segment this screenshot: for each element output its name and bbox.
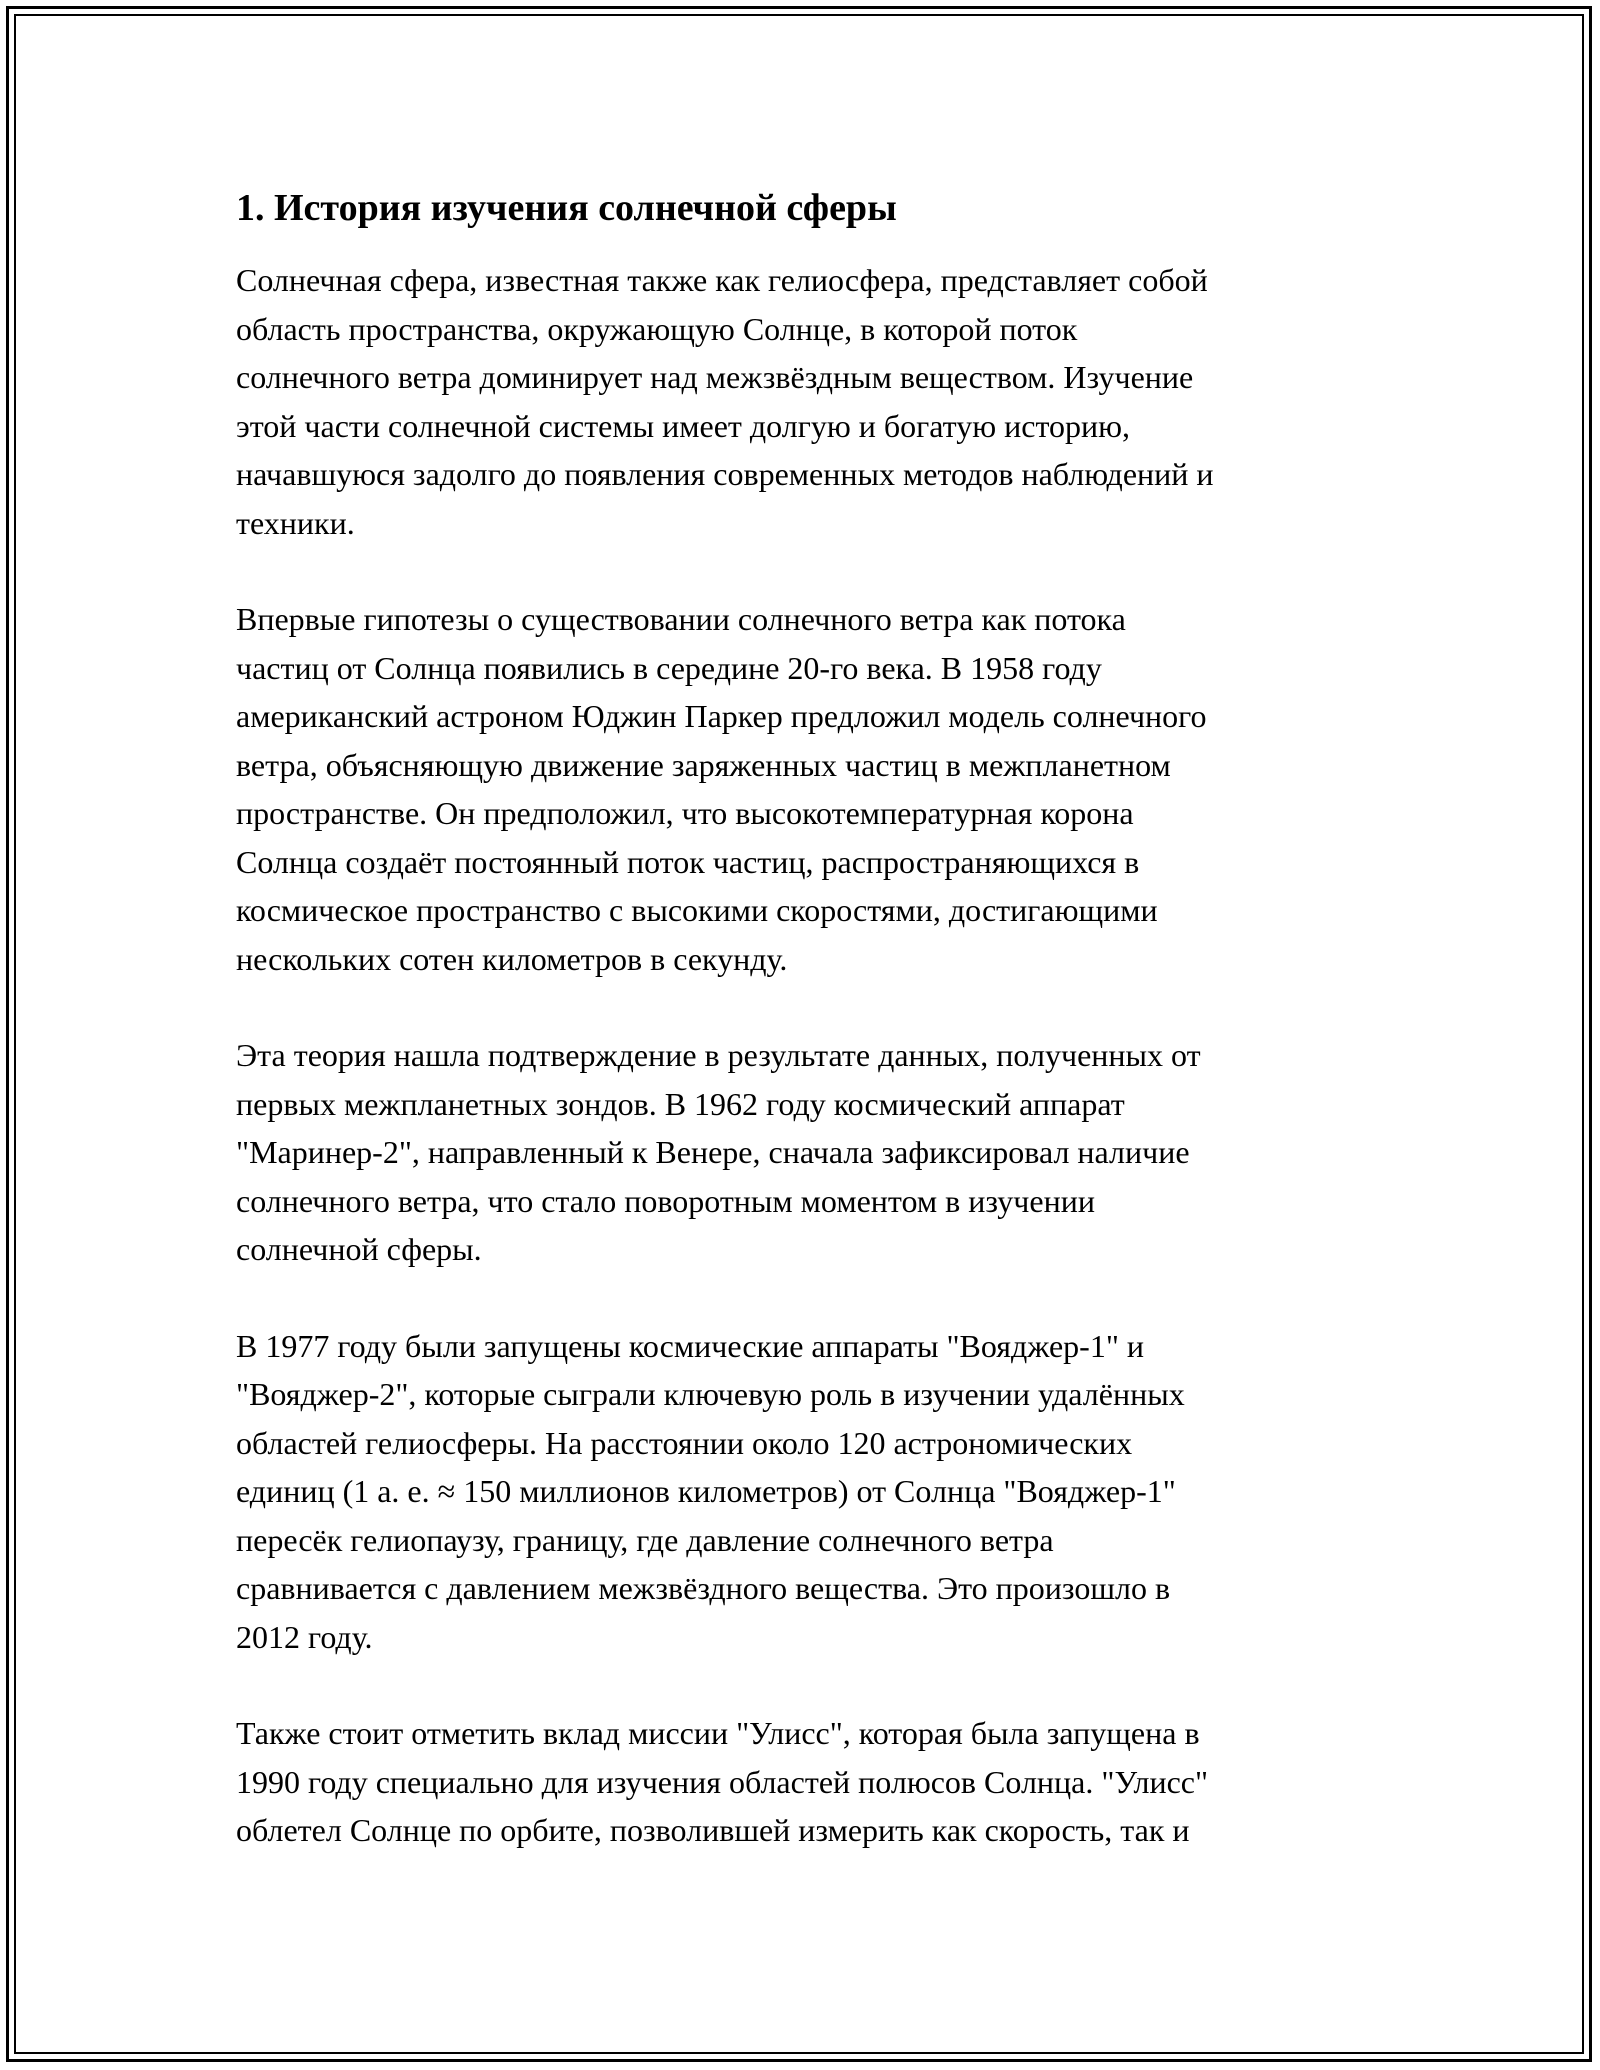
paragraph-voyager: В 1977 году были запущены космические аппараты "Вояджер-1" и "Вояджер-2", которые сыграли ключевую роль в изучении удалённых областей гелиосферы. На расстоянии около 120 астрономических единиц (1 а. е. ≈ 150 миллионов километров) от Солнца "Вояджер-1" пересёк гелиопаузу, границу, где давление солнечного ветра сравнивается с давлением межзвёздного вещества. Это произошло в 2012 году. <box>236 1327 1185 1655</box>
section-heading: 1. История изучения солнечной сферы <box>236 187 897 229</box>
paragraph-ulysses: Также стоит отметить вклад миссии "Улисс", которая была запущена в 1990 году специально для изучения областей полюсов Солнца. "Улисс" облетел Солнце по орбите, позволившей измерить как скорость, так и <box>236 1715 1209 1848</box>
paragraph-mariner-2: Эта теория нашла подтверждение в результате данных, полученных от первых межпланетных зондов. В 1962 году космический аппарат "Маринер-2", направленный к Венере, сначала зафиксировал наличие солнечного ветра, что стало поворотным моментом в изучении солнечной сферы. <box>236 1037 1201 1267</box>
paragraph-heliosphere-intro: Солнечная сфера, известная также как гелиосфера, представляет собой область пространства, окружающую Солнце, в которой поток солнечного ветра доминирует над межзвёздным веществом. Изучение этой части солнечной системы имеет долгую и богатую историю, начавшуюся задолго до появления современных методов наблюдений и техники. <box>236 262 1214 541</box>
document-body <box>236 184 1376 1903</box>
paragraph-parker-model: Впервые гипотезы о существовании солнечного ветра как потока частиц от Солнца появились в середине 20-го века. В 1958 году американский астроном Юджин Паркер предложил модель солнечного ветра, объясняющую движение заряженных частиц в межпланетном пространстве. Он предположил, что высокотемпературная корона Солнца создаёт постоянный поток частиц, распространяющихся в космическое пространство с высокими скоростями, достигающими нескольких сотен километров в секунду. <box>236 601 1207 977</box>
